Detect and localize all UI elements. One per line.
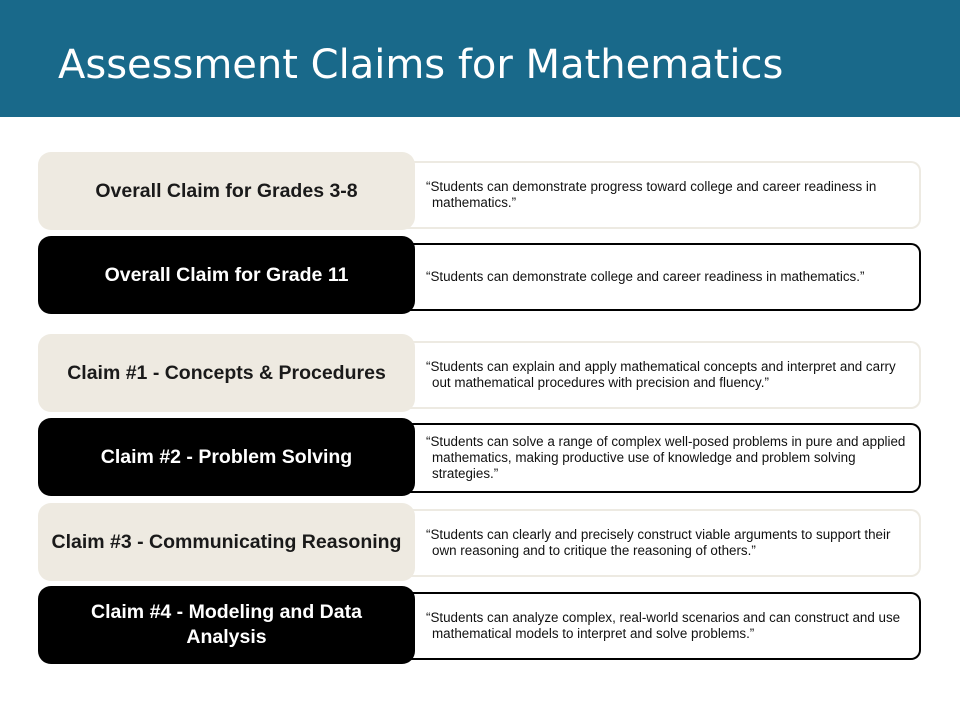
slide-header [0, 0, 960, 117]
claim-label: Claim #4 - Modeling and Data Analysis [91, 601, 362, 648]
claim-label-box [38, 152, 415, 230]
claim-label-box [38, 236, 415, 314]
claim-description-box [360, 243, 921, 311]
claim-description: “Students can solve a range of complex well-posed problems in pure and applied mathematics, making productive use of knowledge and problem solving strategies.” [426, 433, 906, 482]
claim-description: “Students can analyze complex, real-world scenarios and can construct and use mathematical models to interpret and solve problems.” [426, 609, 901, 641]
claim-label-box [38, 503, 415, 581]
claim-label-box [38, 334, 415, 412]
claim-description-box [360, 592, 921, 660]
claim-label: Overall Claim for Grade 11 [104, 263, 349, 286]
claim-description-box [360, 423, 921, 493]
claim-description: “Students can demonstrate college and career readiness in mathematics.” [426, 268, 865, 284]
claim-label-box [38, 586, 415, 664]
claim-description: “Students can clearly and precisely construct viable arguments to support their own reasoning and to critique the reasoning of others.” [426, 526, 891, 558]
claim-label: Claim #1 - Concepts & Procedures [67, 361, 386, 384]
claim-label: Overall Claim for Grades 3-8 [95, 179, 358, 202]
slide-title: Assessment Claims for Mathematics [58, 42, 784, 88]
claim-description-box [360, 161, 921, 229]
claim-description: “Students can explain and apply mathematical concepts and interpret and carry out mathematical procedures with precision and fluency.” [426, 358, 896, 390]
claim-label-box [38, 418, 415, 496]
claim-label: Claim #2 - Problem Solving [100, 445, 353, 468]
claim-description-box [360, 341, 921, 409]
claim-description-box [360, 509, 921, 577]
claim-description: “Students can demonstrate progress toward college and career readiness in mathematics.” [426, 178, 877, 210]
claim-label: Claim #3 - Communicating Reasoning [51, 530, 402, 553]
